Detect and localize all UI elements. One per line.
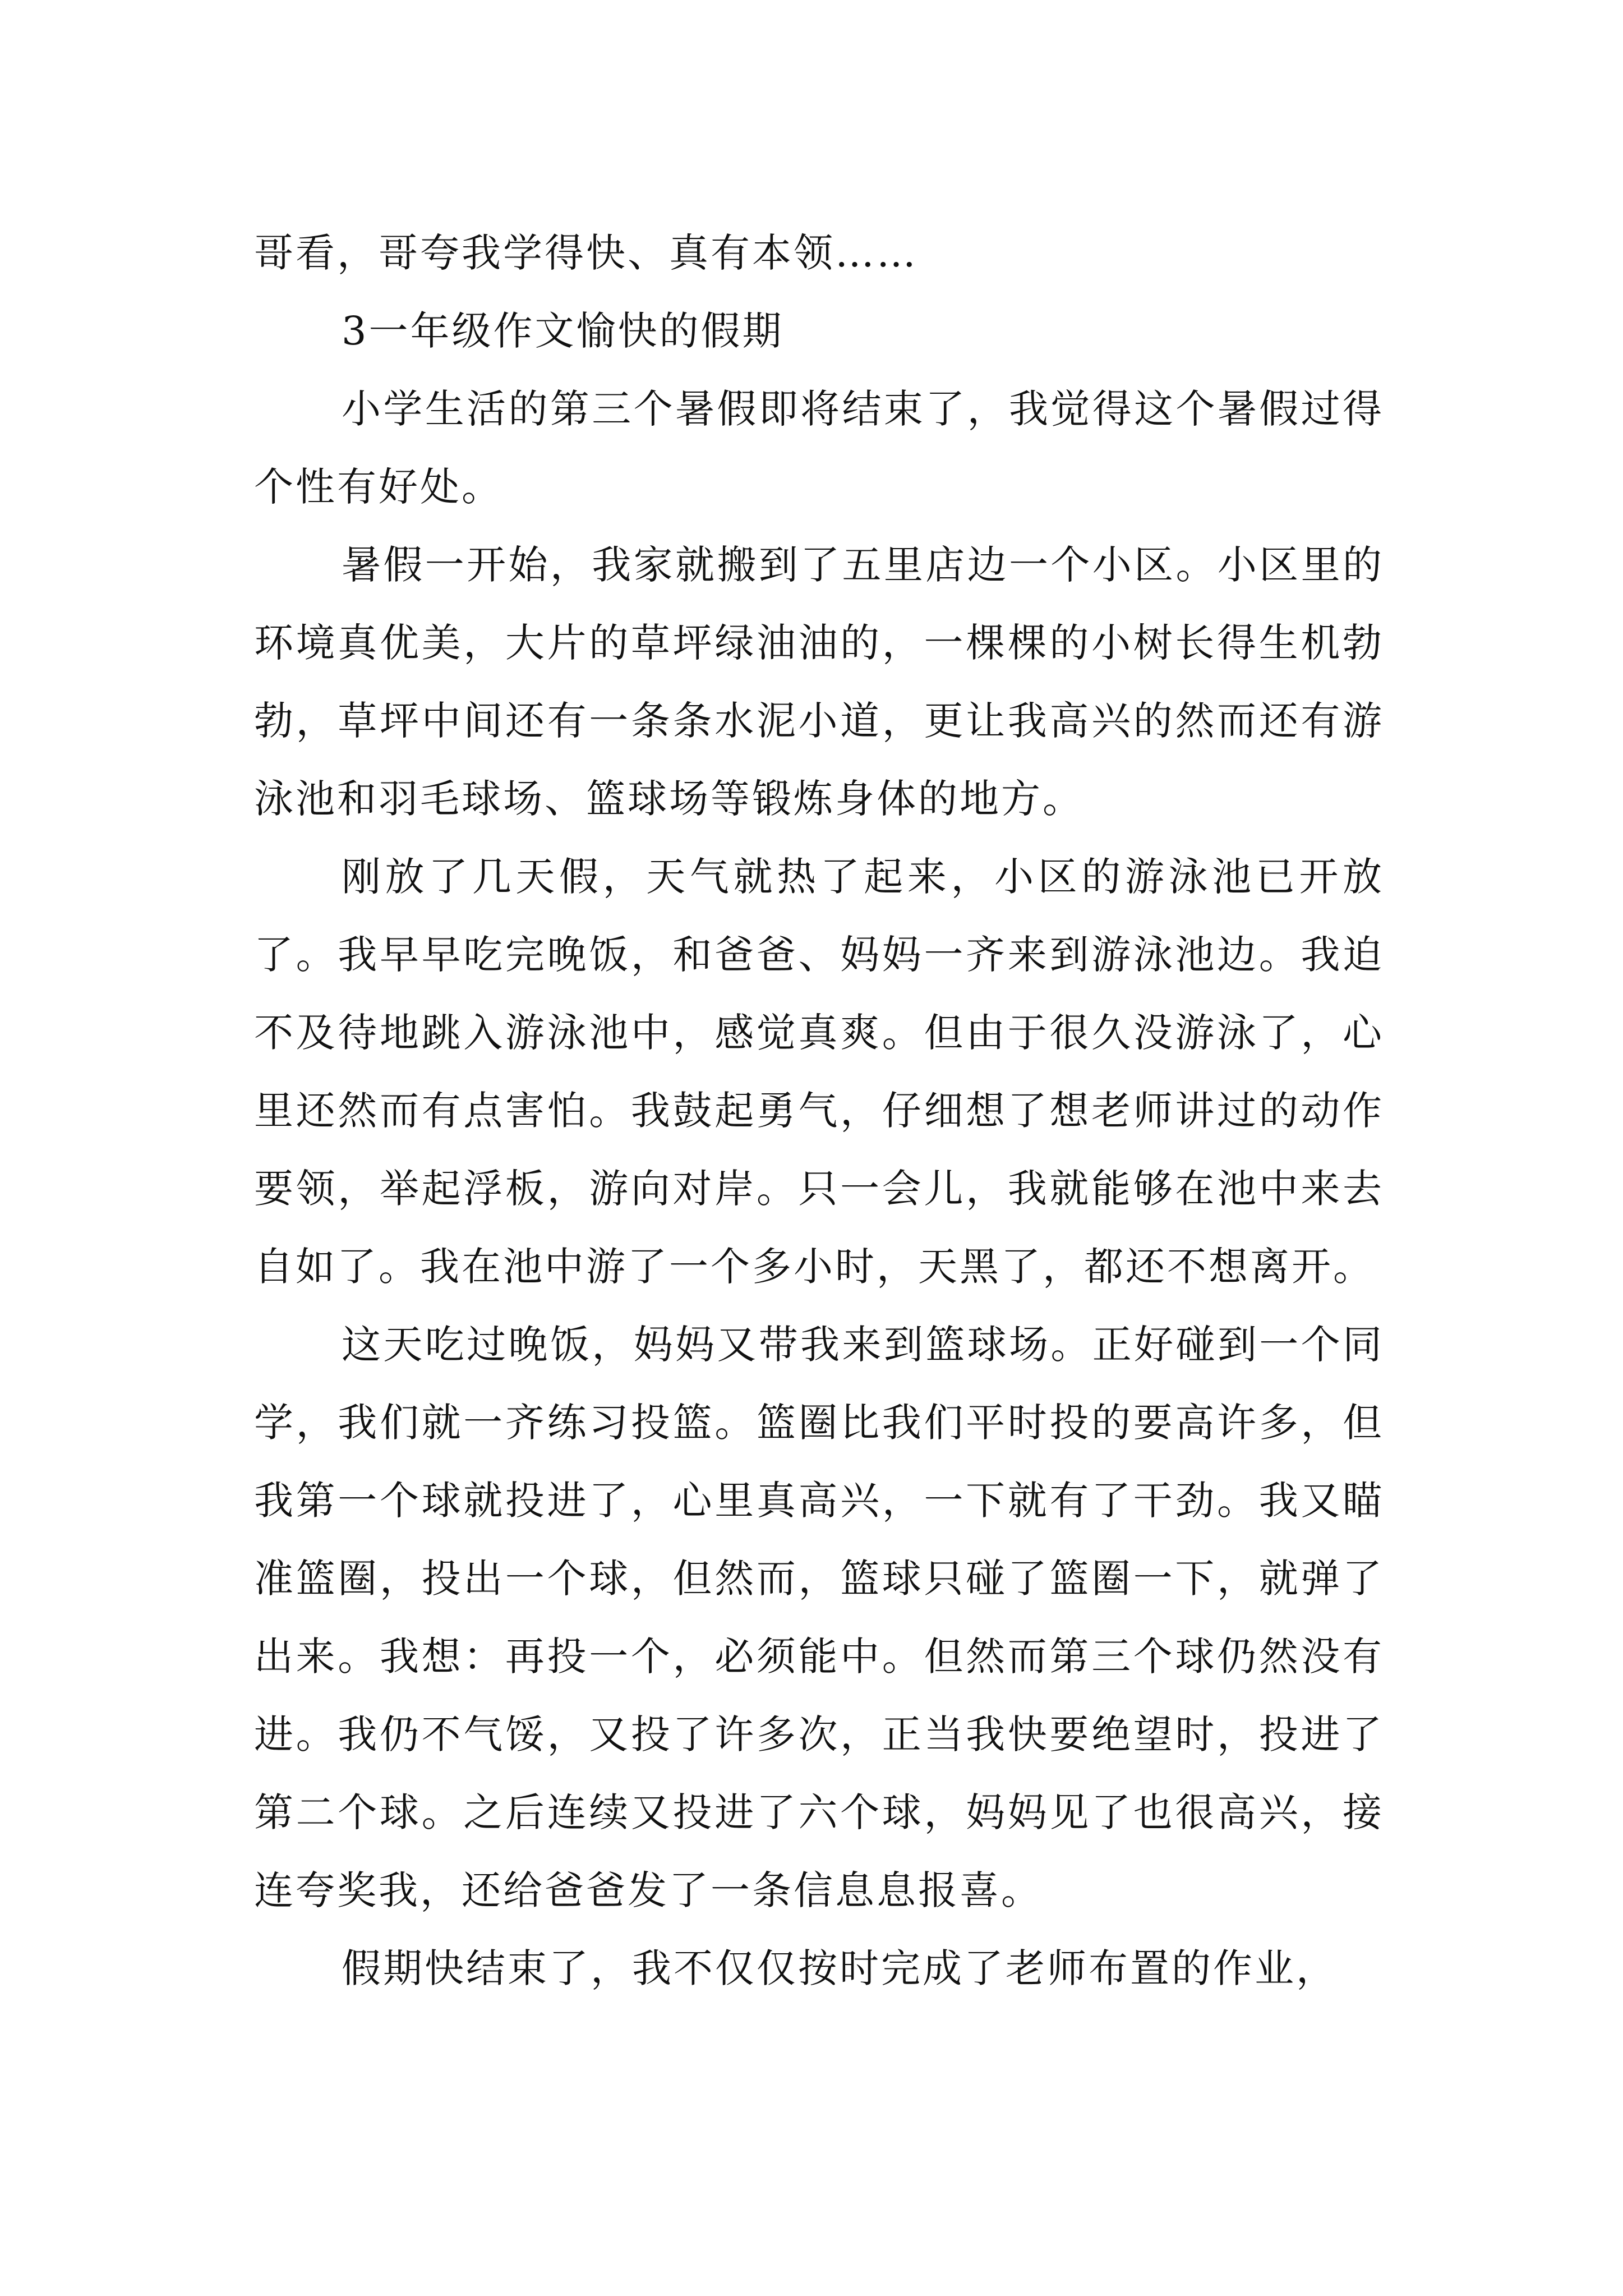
paragraph-intro: 小学生活的第三个暑假即将结束了，我觉得这个暑假过得个性有好处。: [254, 386, 1384, 510]
paragraph-continuation: 哥看，哥夸我学得快、真有本领……: [254, 230, 918, 276]
paragraph-swimming: 刚放了几天假，天气就热了起来，小区的游泳池已开放了。我早早吃完晚饭，和爸爸、妈妈一齐来到游泳池边。我迫不及待地跳入游泳池中，感觉真爽。但由于很久没游泳了，心里还然而有点害怕。我鼓起勇气，仔细想了想老师讲过的动作要领，举起浮板，游向对岸。只一会儿，我就能够在池中来去自如了。我在池中游了一个多小时，天黑了，都还不想离开。: [254, 854, 1384, 1290]
paragraph-basketball: 这天吃过晚饭，妈妈又带我来到篮球场。正好碰到一个同学，我们就一齐练习投篮。篮圈比我们平时投的要高许多，但我第一个球就投进了，心里真高兴，一下就有了干劲。我又瞄准篮圈，投出一个球，但然而，篮球只碰了篮圈一下，就弹了出来。我想：再投一个，必须能中。但然而第三个球仍然没有进。我仍不气馁，又投了许多次，正当我快要绝望时，投进了第二个球。之后连续又投进了六个球，妈妈见了也很高兴，接连夸奖我，还给爸爸发了一条信息息报喜。: [254, 1322, 1384, 1913]
essay-heading: 3一年级作文愉快的假期: [342, 308, 784, 354]
paragraph-holiday-end: 假期快结束了，我不仅仅按时完成了老师布置的作业，: [342, 1945, 1338, 1991]
paragraph-new-home: 暑假一开始，我家就搬到了五里店边一个小区。小区里的环境真优美，大片的草坪绿油油的，一棵棵的小树长得生机勃勃，草坪中间还有一条条水泥小道，更让我高兴的然而还有游泳池和羽毛球场、篮球场等锻炼身体的地方。: [254, 542, 1384, 822]
document-body: [254, 214, 1384, 2008]
